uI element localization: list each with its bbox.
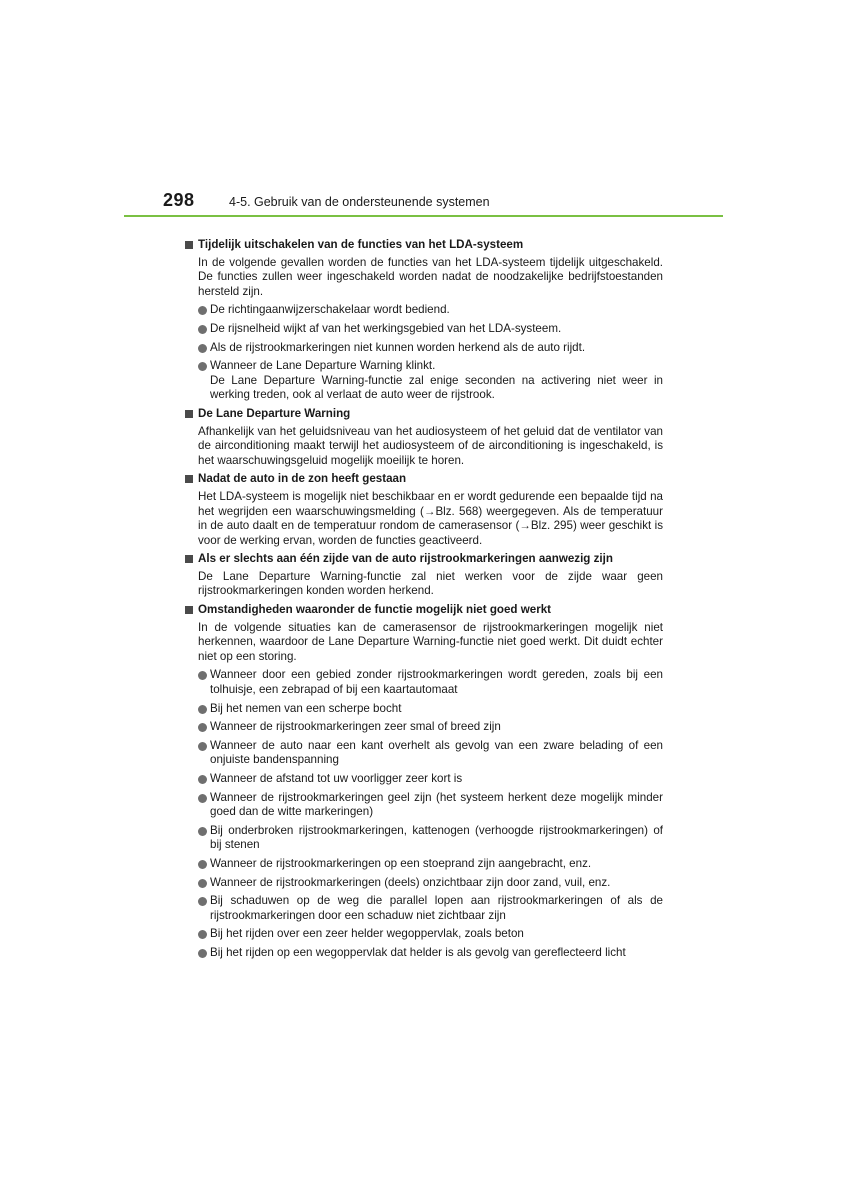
bullet-dot-icon: [198, 705, 207, 714]
list-item-text: Wanneer de afstand tot uw voorligger zeer kort is: [210, 772, 463, 785]
list-item: [198, 359, 663, 403]
square-bullet-icon: [185, 606, 193, 614]
list-item: [198, 927, 663, 942]
list-item: [198, 303, 663, 318]
section-title-text: Omstandigheden waaronder de functie mogelijk niet goed werkt: [198, 603, 552, 617]
list-item: [198, 894, 663, 923]
list-item-text: Bij het rijden over een zeer helder wegoppervlak, zoals beton: [210, 927, 524, 941]
section-title: [185, 407, 663, 422]
list-item: [198, 791, 663, 820]
list-item-text: Wanneer de rijstrookmarkeringen op een stoeprand zijn aangebracht, enz.: [210, 856, 592, 870]
list-item-text: De richtingaanwijzerschakelaar wordt bediend.: [210, 303, 450, 317]
bullet-dot-icon: [198, 362, 207, 371]
list-item: [198, 857, 663, 872]
bullet-dot-icon: [198, 827, 207, 836]
section-paragraph: Afhankelijk van het geluidsniveau van het audiosysteem of het geluid dat de ventilator van de airconditioning maakt terwijl het audiosysteem of de airconditioning is ingeschakeld, is het waarschuwingsgeluid mogelijk moeilijk te horen.: [198, 424, 663, 467]
list-item: [198, 946, 663, 961]
bullet-dot-icon: [198, 930, 207, 939]
bullet-dot-icon: [198, 879, 207, 888]
section-title: [185, 238, 663, 253]
section-paragraph: De Lane Departure Warning-functie zal niet werken voor de zijde waar geen rijstrookmarkeringen konden worden herkend.: [198, 569, 663, 598]
section-lda-disable: [185, 238, 663, 403]
list-item-text: Wanneer de rijstrookmarkeringen (deels) onzichtbaar zijn door zand, vuil, enz.: [210, 875, 611, 889]
list-item-text: Wanneer de Lane Departure Warning klinkt.: [210, 359, 436, 373]
section-lane-departure-warning: [185, 407, 663, 468]
list-item: [198, 739, 663, 768]
list-item: [198, 876, 663, 891]
list-item: [198, 668, 663, 697]
list-item: [198, 322, 663, 337]
list-item-text: Wanneer de rijstrookmarkeringen geel zijn (het systeem herkent deze mogelijk minder goed dan de witte markeringen): [210, 790, 663, 819]
bullet-dot-icon: [198, 325, 207, 334]
list-item-text: Wanneer de auto naar een kant overhelt als gevolg van een zware belading of een onjuiste bandenspanning: [210, 738, 663, 767]
list-item-text: Wanneer door een gebied zonder rijstrookmarkeringen wordt gereden, zoals bij een tolhuisje, een zebrapad of bij een kaartautomaat: [210, 668, 663, 697]
section-limitations: [185, 603, 663, 960]
section-title: [185, 552, 663, 567]
list-item-text: Bij het nemen van een scherpe bocht: [210, 701, 402, 715]
square-bullet-icon: [185, 241, 193, 249]
square-bullet-icon: [185, 475, 193, 483]
list-item-text: De rijsnelheid wijkt af van het werkingsgebied van het LDA-systeem.: [210, 321, 562, 335]
section-after-sun: [185, 472, 663, 548]
list-item-text: Bij schaduwen op de weg die parallel lopen aan rijstrookmarkeringen of als de rijstrookmarkeringen door een schaduw niet zichtbaar zijn: [210, 894, 663, 922]
list-item: [198, 341, 663, 356]
list-item: [198, 720, 663, 735]
section-title-text: De Lane Departure Warning: [198, 406, 351, 420]
section-paragraph: In de volgende situaties kan de camerasensor de rijstrookmarkeringen mogelijk niet herkennen, waardoor de Lane Departure Warning-functie niet goed werkt. Dit duidt echter niet op een storing.: [198, 620, 663, 663]
bullet-dot-icon: [198, 794, 207, 803]
bullet-dot-icon: [198, 897, 207, 906]
bullet-list: [185, 303, 663, 403]
section-title: [185, 603, 663, 618]
list-item: [198, 824, 663, 853]
list-item-text: Wanneer de rijstrookmarkeringen zeer smal of breed zijn: [210, 720, 501, 734]
list-item: [198, 772, 663, 787]
bullet-dot-icon: [198, 860, 207, 869]
list-item: [198, 702, 663, 717]
list-item-text: Bij het rijden op een wegoppervlak dat helder is als gevolg van gereflecteerd licht: [210, 945, 626, 959]
section-one-side-markings: [185, 552, 663, 599]
section-title: [185, 472, 663, 487]
page-number: 298: [163, 190, 195, 210]
section-paragraph: Het LDA-systeem is mogelijk niet beschikbaar en er wordt gedurende een bepaalde tijd na het wegrijden een waarschuwingsmelding (→Blz. 568) weergegeven. Als de temperatuur in de auto daalt en de temperatuur rondom de camerasensor (→Blz. 295) weer geschikt is voor de werking ervan, worden de functies geactiveerd.: [198, 489, 663, 547]
square-bullet-icon: [185, 555, 193, 563]
bullet-dot-icon: [198, 671, 207, 680]
list-item-text: Als de rijstrookmarkeringen niet kunnen worden herkend als de auto rijdt.: [210, 340, 586, 354]
list-item-text: Bij onderbroken rijstrookmarkeringen, kattenogen (verhoogde rijstrookmarkeringen) of bij stenen: [210, 823, 663, 852]
bullet-dot-icon: [198, 723, 207, 732]
bullet-dot-icon: [198, 949, 207, 958]
bullet-dot-icon: [198, 742, 207, 751]
bullet-dot-icon: [198, 306, 207, 315]
section-title-text: Als er slechts aan één zijde van de auto rijstrookmarkeringen aanwezig zijn: [198, 552, 613, 566]
section-title-text: Tijdelijk uitschakelen van de functies van het LDA-systeem: [198, 238, 524, 251]
list-item-subtext: De Lane Departure Warning-functie zal enige seconden na activering niet weer in werking treden, ook al verlaat de auto weer de rijstrook.: [210, 373, 663, 402]
section-title-text: Nadat de auto in de zon heeft gestaan: [198, 472, 407, 486]
bullet-dot-icon: [198, 344, 207, 353]
section-paragraph: In de volgende gevallen worden de functies van het LDA-systeem tijdelijk uitgeschakeld. De functies zullen weer ingeschakeld worden nadat de noodzakelijke bedrijfstoestanden hersteld zijn.: [198, 255, 663, 298]
header-rule: [124, 215, 723, 217]
page-content: [185, 238, 663, 965]
bullet-list: [185, 668, 663, 960]
chapter-title: 4-5. Gebruik van de ondersteunende systemen: [229, 195, 490, 209]
square-bullet-icon: [185, 410, 193, 418]
bullet-dot-icon: [198, 775, 207, 784]
